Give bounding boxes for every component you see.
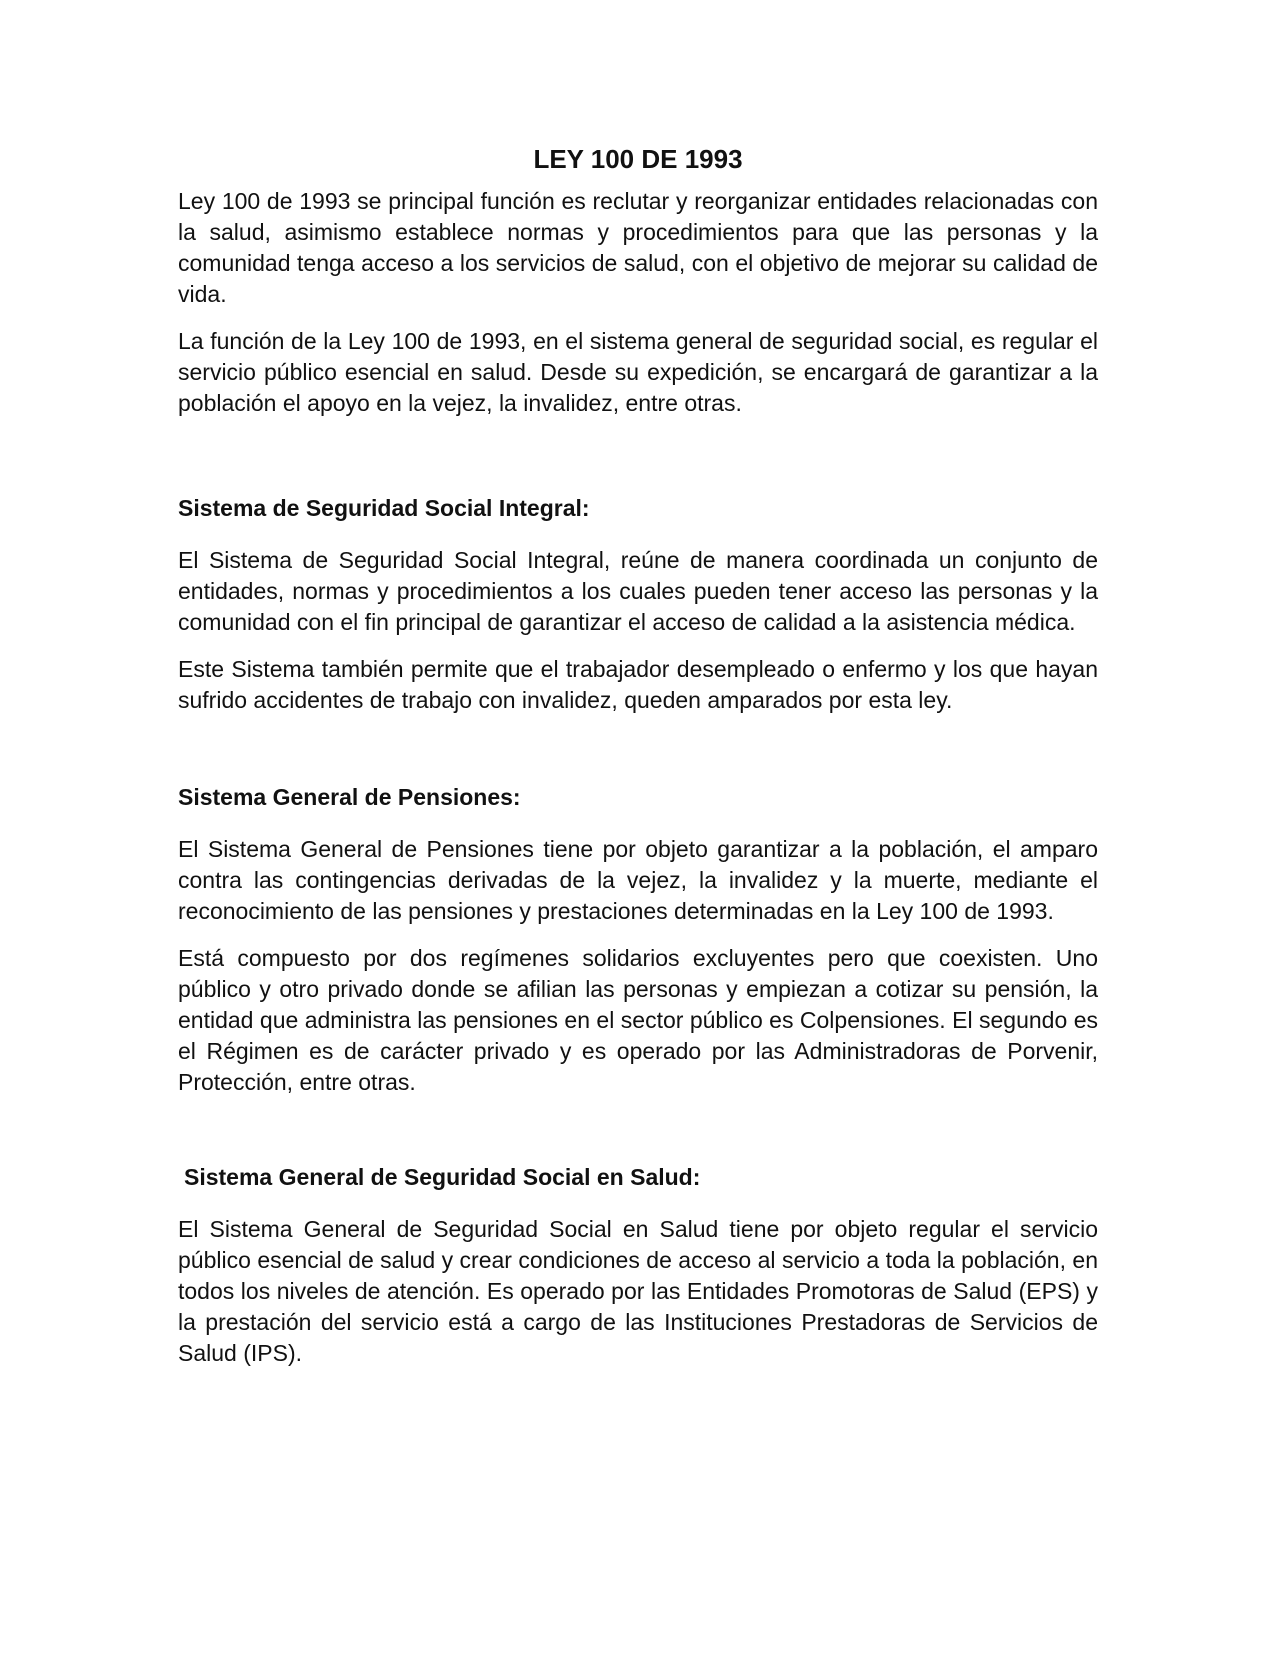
section-2-paragraph-2: Está compuesto por dos regímenes solidarios excluyentes pero que coexisten. Uno público y otro privado donde se afilian las personas y empiezan a cotizar su pensión, la entidad que administra las pensiones en el sector público es Colpensiones. El segundo es el Régimen es de carácter privado y es operado por las Administradoras de Porvenir, Protección, entre otras. bbox=[178, 945, 1098, 1095]
section-heading-salud: Sistema General de Seguridad Social en Salud: bbox=[184, 1164, 701, 1190]
intro-paragraph-1: Ley 100 de 1993 se principal función es reclutar y reorganizar entidades relacionadas con la salud, asimismo establece normas y procedimientos para que las personas y la comunidad tenga acceso a los servicios de salud, con el objetivo de mejorar su calidad de vida. bbox=[178, 188, 1098, 307]
document-page bbox=[178, 143, 1098, 1385]
spacer bbox=[178, 435, 1098, 493]
spacer bbox=[178, 1114, 1098, 1162]
section-1-paragraph-2: Este Sistema también permite que el trabajador desempleado o enfermo y los que hayan sufrido accidentes de trabajo con invalidez, queden amparados por esta ley. bbox=[178, 656, 1098, 713]
section-1-paragraph-1: El Sistema de Seguridad Social Integral, reúne de manera coordinada un conjunto de entidades, normas y procedimientos a los cuales pueden tener acceso las personas y la comunidad con el fin principal de garantizar el acceso de calidad a la asistencia médica. bbox=[178, 547, 1098, 635]
section-heading-pensiones: Sistema General de Pensiones: bbox=[178, 784, 521, 810]
intro-paragraph-2: La función de la Ley 100 de 1993, en el sistema general de seguridad social, es regular el servicio público esencial en salud. Desde su expedición, se encargará de garantizar a la población el apoyo en la vejez, la invalidez, entre otras. bbox=[178, 328, 1098, 416]
section-heading-seguridad-social-integral: Sistema de Seguridad Social Integral: bbox=[178, 495, 590, 521]
section-2-paragraph-1: El Sistema General de Pensiones tiene por objeto garantizar a la población, el amparo contra las contingencias derivadas de la vejez, la invalidez y la muerte, mediante el reconocimiento de las pensiones y prestaciones determinadas en la Ley 100 de 1993. bbox=[178, 836, 1098, 924]
document-title: LEY 100 DE 1993 bbox=[533, 144, 743, 174]
spacer bbox=[178, 732, 1098, 782]
section-3-paragraph-1: El Sistema General de Seguridad Social en Salud tiene por objeto regular el servicio público esencial de salud y crear condiciones de acceso al servicio a toda la población, en todos los niveles de atención. Es operado por las Entidades Promotoras de Salud (EPS) y la prestación del servicio está a cargo de las Instituciones Prestadoras de Servicios de Salud (IPS). bbox=[178, 1216, 1098, 1366]
